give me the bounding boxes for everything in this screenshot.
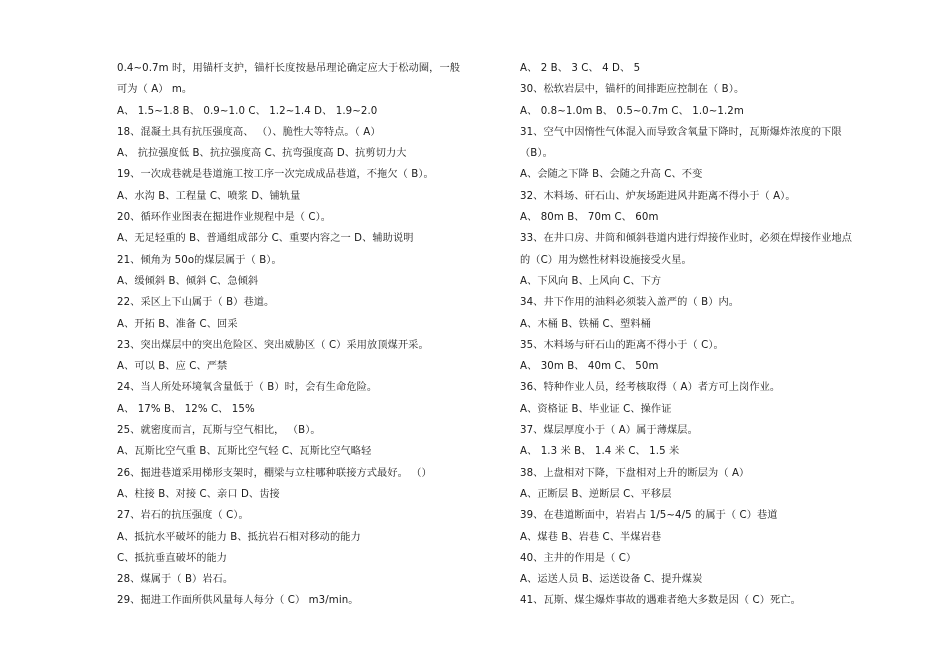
- text-line: 40、主井的作用是（ C）: [520, 552, 637, 564]
- text-line: 0.4~0.7m 时，用锚杆支护，锚杆长度按悬吊理论确定应大于松动圈，一般: [117, 63, 461, 74]
- text-line: 32、木料场、矸石山、炉灰场距进风井距离不得小于（ A）。: [520, 190, 796, 202]
- text-line: 36、特种作业人员，经考核取得（ A）者方可上岗作业。: [520, 382, 781, 394]
- text-line: A、木桶 B、铁桶 C、塑料桶: [520, 318, 651, 330]
- text-line: 37、煤层厚度小于（ A）属于薄煤层。: [520, 425, 698, 437]
- text-line: A、 80m B、 70m C、 60m: [520, 212, 659, 224]
- text-line: 30、松软岩层中，锚杆的间排距应控制在（ B）。: [520, 84, 745, 96]
- text-line: A、 0.8~1.0m B、 0.5~0.7m C、 1.0~1.2m: [520, 105, 744, 117]
- text-line: 38、上盘相对下降，下盘相对上升的断层为（ A）: [520, 467, 750, 479]
- text-line: A、抵抗水平破坏的能力 B、抵抗岩石相对移动的能力: [117, 531, 361, 543]
- text-line: 41、瓦斯、煤尘爆炸事故的遇难者绝大多数是因（ C）死亡。: [520, 595, 801, 607]
- text-line: 23、突出煤层中的突出危险区、突出威胁区（ C）采用放顶煤开采。: [117, 339, 429, 351]
- text-line: A、柱接 B、对接 C、亲口 D、齿接: [117, 488, 280, 500]
- text-line: 20、循环作业图表在掘进作业规程中是（ C）。: [117, 212, 332, 224]
- text-line: A、下风向 B、上风向 C、下方: [520, 275, 662, 287]
- text-line: A、 30m B、 40m C、 50m: [520, 361, 659, 373]
- text-line: 可为（ A） m。: [117, 84, 193, 96]
- text-line: 35、木料场与矸石山的距离不得小于（ C）。: [520, 339, 724, 351]
- text-line: A、开拓 B、准备 C、回采: [117, 318, 238, 330]
- text-line: A、煤巷 B、岩巷 C、半煤岩巷: [520, 531, 662, 543]
- text-line: 19、一次成巷就是巷道施工按工序一次完成成品巷道，不拖欠（ B）。: [117, 169, 434, 181]
- text-line: A、水沟 B、工程量 C、喷浆 D、铺轨量: [117, 190, 301, 202]
- text-line: A、 1.3 米 B、 1.4 米 C、 1.5 米: [520, 446, 680, 458]
- text-line: A、缓倾斜 B、倾斜 C、急倾斜: [117, 275, 259, 287]
- text-line: A、运送人员 B、运送设备 C、提升煤炭: [520, 574, 703, 586]
- text-line: A、正断层 B、逆断层 C、平移层: [520, 488, 672, 500]
- text-line: A、 17% B、 12% C、 15%: [117, 403, 255, 415]
- left-column: [117, 58, 517, 612]
- text-line: A、会随之下降 B、会随之升高 C、不变: [520, 169, 703, 181]
- text-line: C、抵抗垂直破坏的能力: [117, 552, 228, 564]
- text-line: 25、就密度而言，瓦斯与空气相比， （B）。: [117, 425, 321, 437]
- text-line: 24、当人所处环境氧含量低于（ B）时，会有生命危险。: [117, 382, 378, 394]
- text-line: A、可以 B、应 C、严禁: [117, 361, 228, 373]
- text-line: A、 抗拉强度低 B、抗拉强度高 C、抗弯强度高 D、抗剪切力大: [117, 148, 407, 160]
- text-line: 31、空气中因惰性气体混入而导致含氧量下降时，瓦斯爆炸浓度的下限: [520, 126, 842, 138]
- text-line: 29、掘进工作面所供风量每人每分（ C） m3/min。: [117, 595, 359, 607]
- text-line: （B）。: [520, 148, 553, 160]
- text-line: A、 1.5~1.8 B、 0.9~1.0 C、 1.2~1.4 D、 1.9~2.0: [117, 105, 378, 117]
- text-line: 26、掘进巷道采用梯形支架时，棚梁与立柱哪种联接方式最好。 （）: [117, 467, 432, 479]
- text-line: A、瓦斯比空气重 B、瓦斯比空气轻 C、瓦斯比空气略轻: [117, 446, 372, 458]
- text-line: 34、井下作用的油料必须装入盖严的（ B）内。: [520, 297, 740, 309]
- text-line: A、无足轻重的 B、普通组成部分 C、重要内容之一 D、辅助说明: [117, 233, 414, 245]
- text-line: 39、在巷道断面中，岩岩占 1/5~4/5 的属于（ C）巷道: [520, 510, 778, 522]
- text-line: A、 2 B、 3 C、 4 D、 5: [520, 63, 641, 74]
- text-line: 27、岩石的抗压强度（ C）。: [117, 510, 249, 522]
- text-line: 的（C）用为燃性材料设施接受火星。: [520, 254, 692, 266]
- text-line: 18、混凝土具有抗压强度高、 （）、脆性大等特点。（ A）: [117, 126, 381, 138]
- right-column: [520, 58, 920, 612]
- text-line: 22、采区上下山属于（ B）巷道。: [117, 297, 275, 309]
- text-line: 28、煤属于（ B）岩石。: [117, 574, 234, 586]
- text-line: A、资格证 B、毕业证 C、操作证: [520, 403, 672, 415]
- text-line: 21、倾角为 50o的煤层属于（ B）。: [117, 254, 282, 266]
- text-line: 33、在井口房、井筒和倾斜巷道内进行焊接作业时，必须在焊接作业地点: [520, 233, 853, 245]
